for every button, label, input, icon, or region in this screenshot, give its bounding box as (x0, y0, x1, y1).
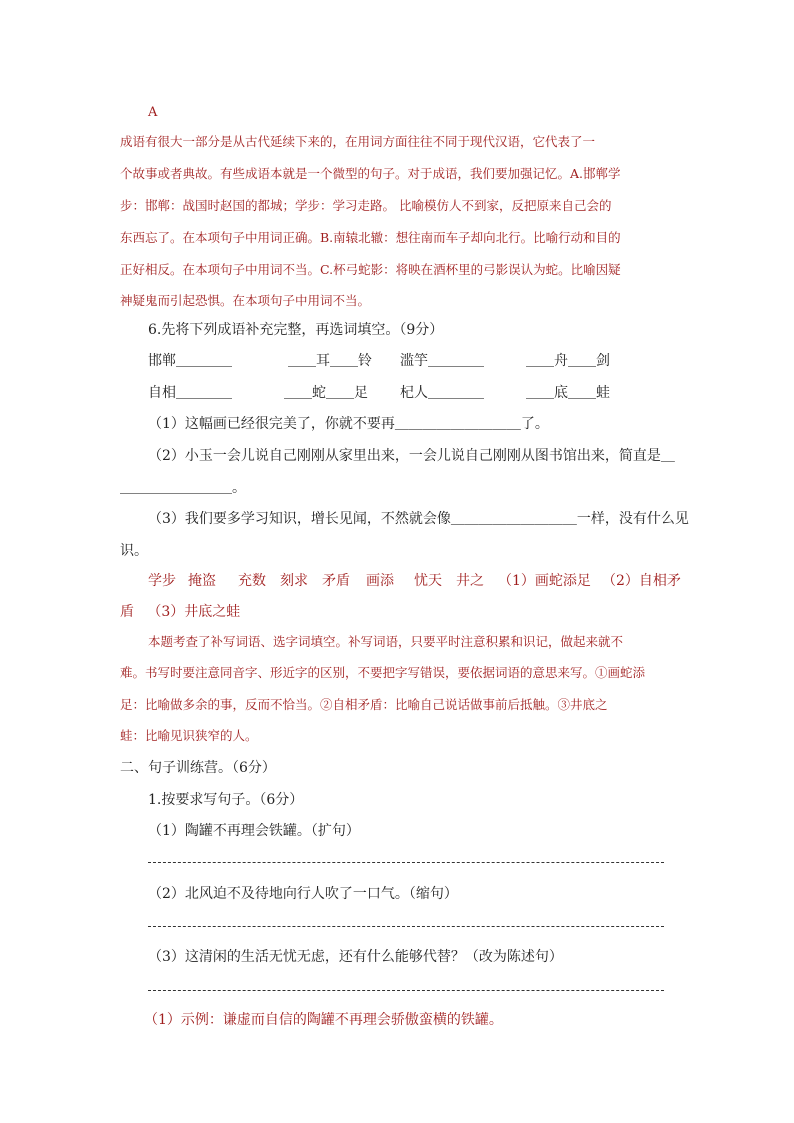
section-2-answer-1: （1）示例：谦虚而自信的陶罐不再理会骄傲蛮横的铁罐。 (144, 1012, 503, 1028)
answer-word: 井之 (456, 573, 484, 589)
explanation-line: 东西忘了。在本项句子中用词正确。B.南辕北辙：想往南而车子却向北行。比喻行动和目的 (120, 230, 621, 245)
q6-sentence-1: （1）这幅画已经很完美了，你就不要再＿＿＿＿＿＿＿＿＿了。 (148, 416, 549, 432)
idiom-blank: 自相＿＿＿＿ (148, 385, 232, 401)
q6-sentence-3-cont: 识。 (120, 543, 148, 559)
idiom-blank: 杞人＿＿＿＿ (400, 385, 484, 401)
section-2-sentence-2: （2）北风迫不及待地向行人吹了一口气。（缩句） (148, 886, 458, 902)
explanation-line: 本题考查了补写词语、选字词填空。补写词语，只要平时注意积累和识记，做起来就不 (148, 634, 624, 649)
answer-fill-1: （1）画蛇添足 (498, 573, 591, 589)
answer-word: 忧天 (414, 573, 442, 589)
answer-letter: A (148, 105, 158, 120)
section-2-question-1: 1.按要求写句子。（6分） (148, 792, 304, 808)
idiom-blank: ＿＿底＿＿蛙 (526, 385, 610, 401)
section-2-sentence-3: （3）这清闲的生活无忧无虑，还有什么能够代替？（改为陈述句） (148, 949, 563, 965)
idiom-blank: ＿＿舟＿＿剑 (526, 353, 610, 369)
explanation-line: 蛙：比喻见识狭窄的人。 (120, 728, 258, 743)
idiom-blank: 邯郸＿＿＿＿ (148, 353, 232, 369)
explanation-line: 成语有很大一部分是从古代延续下来的，在用词方面往往不同于现代汉语，它代表了一 (120, 134, 596, 149)
explanation-line: 难。书写时要注意同音字、形近字的区别，不要把字写错误，要依据词语的意思来写。①画蛇添 (120, 665, 646, 680)
answer-word: 画添 (366, 573, 394, 589)
section-2-title: 二、句子训练营。（6分） (120, 760, 276, 776)
q6-sentence-3: （3）我们要多学习知识，增长见闻，不然就会像＿＿＿＿＿＿＿＿＿一样，没有什么见 (148, 511, 689, 527)
explanation-line: 神疑鬼而引起恐惧。在本项句子中用词不当。 (120, 293, 371, 308)
answer-word: 充数 (238, 573, 266, 589)
answer-word: 矛盾 (322, 573, 350, 589)
answer-fill-3: 盾 （3）井底之蛙 (120, 604, 241, 620)
explanation-line: 步：邯郸：战国时赵国的都城；学步：学习走路。 比喻模仿人不到家，反把原来自己会的 (120, 198, 612, 213)
q6-sentence-2-cont: ＿＿＿＿＿＿＿＿。 (120, 480, 246, 496)
q6-title: 6.先将下列成语补充完整，再选词填空。（9分） (148, 322, 444, 338)
q6-sentence-2: （2）小玉一会儿说自己刚刚从家里出来，一会儿说自己刚刚从图书馆出来，简直是＿ (148, 448, 675, 464)
answer-line[interactable] (148, 990, 664, 991)
answer-word: 刻求 (280, 573, 308, 589)
answer-word: 学步 (148, 573, 176, 589)
idiom-blank: ＿＿蛇＿＿足 (284, 385, 368, 401)
idiom-blank: 滥竽＿＿＿＿ (400, 353, 484, 369)
answer-line[interactable] (148, 862, 664, 863)
idiom-blank: ＿＿耳＿＿铃 (288, 353, 372, 369)
explanation-line: 个故事或者典故。有些成语本就是一个微型的句子。对于成语，我们要加强记忆。A.邯郸学 (120, 166, 621, 181)
section-2-sentence-1: （1）陶罐不再理会铁罐。（扩句） (148, 823, 360, 839)
explanation-line: 正好相反。在本项句子中用词不当。C.杯弓蛇影：将映在酒杯里的弓影误认为蛇。比喻因疑 (120, 262, 621, 277)
answer-line[interactable] (148, 926, 664, 927)
explanation-line: 足：比喻做多余的事，反而不恰当。②自相矛盾：比喻自己说话做事前后抵触。③井底之 (120, 697, 608, 712)
answer-word: 掩盗 (188, 573, 216, 589)
answer-fill-2: （2）自相矛 (602, 573, 681, 589)
